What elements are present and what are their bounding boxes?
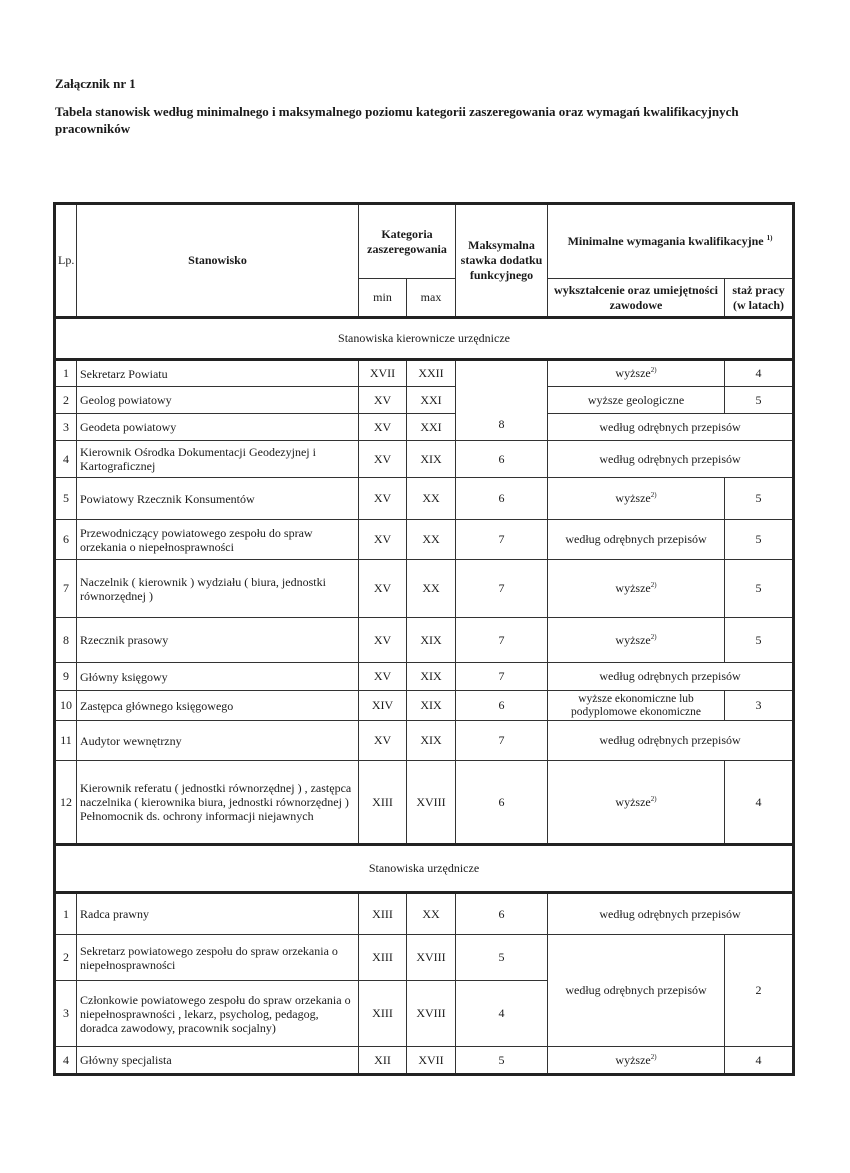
cell-min: XV <box>359 560 407 618</box>
cell-min: XV <box>359 721 407 761</box>
cell-experience: 5 <box>725 520 794 560</box>
header-min-requirements-note: 1) <box>766 234 773 242</box>
cell-position: Członkowie powiatowego zespołu do spraw orzekania o niepełnosprawności , lekarz, psycholog, pedagog, doradca zawodowy, pracownik socjalny) <box>77 981 359 1047</box>
cell-max: XXI <box>407 387 456 414</box>
table-row <box>55 761 794 845</box>
footnote-marker: 2) <box>650 366 657 374</box>
cell-max: XIX <box>407 663 456 691</box>
cell-position: Sekretarz Powiatu <box>77 360 359 387</box>
cell-lp: 8 <box>55 618 77 663</box>
cell-position: Główny specjalista <box>77 1047 359 1075</box>
cell-allowance: 7 <box>456 520 548 560</box>
cell-allowance: 7 <box>456 560 548 618</box>
table-row <box>55 1047 794 1075</box>
cell-experience: 5 <box>725 560 794 618</box>
cell-education <box>548 1047 725 1075</box>
cell-position: Naczelnik ( kierownik ) wydziału ( biura, jednostki równorzędnej ) <box>77 560 359 618</box>
table-row <box>55 360 794 387</box>
cell-experience: 5 <box>725 387 794 414</box>
cell-experience: 4 <box>725 1047 794 1075</box>
document-title: Tabela stanowisk według minimalnego i maksymalnego poziomu kategorii zaszeregowania oraz wymagań kwalifikacyjnych pracowników <box>55 104 739 136</box>
cell-education-text: wyższe <box>615 1052 651 1067</box>
header-experience: staż pracy (w latach) <box>725 279 794 318</box>
cell-education-text: wyższe <box>615 581 651 595</box>
cell-education: wyższe ekonomiczne lub podyplomowe ekonomiczne <box>548 691 725 721</box>
cell-position: Geodeta powiatowy <box>77 414 359 441</box>
cell-max: XIX <box>407 441 456 478</box>
footnote-marker: 2) <box>650 581 657 589</box>
table-row <box>55 441 794 478</box>
cell-min: XV <box>359 663 407 691</box>
cell-min: XVII <box>359 360 407 387</box>
cell-max: XIX <box>407 691 456 721</box>
cell-allowance: 5 <box>456 935 548 981</box>
header-lp: Lp. <box>55 204 77 318</box>
cell-experience: 2 <box>725 935 794 1047</box>
cell-max: XX <box>407 478 456 520</box>
cell-education-text: wyższe <box>615 491 651 505</box>
cell-education: według odrębnych przepisów <box>548 663 794 691</box>
cell-min: XV <box>359 441 407 478</box>
cell-min: XIII <box>359 893 407 935</box>
table-row <box>55 560 794 618</box>
cell-max: XX <box>407 520 456 560</box>
cell-education: według odrębnych przepisów <box>548 721 794 761</box>
header-max-allowance: Maksymalna stawka dodatku funkcyjnego <box>456 204 548 318</box>
cell-experience: 4 <box>725 761 794 845</box>
cell-lp: 11 <box>55 721 77 761</box>
cell-position: Radca prawny <box>77 893 359 935</box>
header-min-requirements-text: Minimalne wymagania kwalifikacyjne <box>567 234 764 248</box>
cell-min: XIV <box>359 691 407 721</box>
cell-min: XIII <box>359 935 407 981</box>
cell-education <box>548 360 725 387</box>
cell-min: XV <box>359 618 407 663</box>
cell-lp: 2 <box>55 935 77 981</box>
table-row <box>55 691 794 721</box>
cell-min: XV <box>359 387 407 414</box>
cell-position: Kierownik Ośrodka Dokumentacji Geodezyjnej i Kartograficznej <box>77 441 359 478</box>
header-category: Kategoria zaszeregowania <box>359 204 456 279</box>
cell-position: Kierownik referatu ( jednostki równorzędnej ) , zastępca naczelnika ( kierownika biura, jednostki równorzędnej ) Pełnomocnik ds. ochrony informacji niejawnych <box>77 761 359 845</box>
cell-lp: 10 <box>55 691 77 721</box>
cell-education: według odrębnych przepisów <box>548 414 794 441</box>
cell-experience: 3 <box>725 691 794 721</box>
table-row <box>55 935 794 981</box>
positions-table <box>53 202 795 1076</box>
section-title: Stanowiska kierownicze urzędnicze <box>55 318 794 360</box>
cell-education <box>548 560 725 618</box>
cell-max: XX <box>407 893 456 935</box>
cell-min: XV <box>359 520 407 560</box>
cell-lp: 4 <box>55 1047 77 1075</box>
cell-min: XV <box>359 478 407 520</box>
annex-label: Załącznik nr 1 <box>55 76 136 91</box>
cell-education: według odrębnych przepisów <box>548 893 794 935</box>
cell-education: wyższe geologiczne <box>548 387 725 414</box>
cell-education-text: wyższe <box>615 794 651 809</box>
cell-lp: 9 <box>55 663 77 691</box>
cell-position: Zastępca głównego księgowego <box>77 691 359 721</box>
header-min-requirements <box>548 204 794 279</box>
cell-education <box>548 761 725 845</box>
cell-experience: 4 <box>725 360 794 387</box>
header-max: max <box>407 279 456 318</box>
cell-education-text: wyższe <box>615 366 651 380</box>
cell-experience: 5 <box>725 478 794 520</box>
cell-position: Sekretarz powiatowego zespołu do spraw orzekania o niepełnosprawności <box>77 935 359 981</box>
cell-allowance: 6 <box>456 441 548 478</box>
cell-lp: 7 <box>55 560 77 618</box>
cell-allowance: 7 <box>456 663 548 691</box>
cell-max: XX <box>407 560 456 618</box>
cell-max: XVIII <box>407 761 456 845</box>
cell-lp: 6 <box>55 520 77 560</box>
cell-position: Geolog powiatowy <box>77 387 359 414</box>
cell-education-text: wyższe <box>615 632 651 647</box>
header-min: min <box>359 279 407 318</box>
header-education: wykształcenie oraz umiejętności zawodowe <box>548 279 725 318</box>
cell-education: według odrębnych przepisów <box>548 935 725 1047</box>
cell-lp: 3 <box>55 414 77 441</box>
cell-experience: 5 <box>725 618 794 663</box>
cell-min: XV <box>359 414 407 441</box>
footnote-marker: 2) <box>650 1052 657 1061</box>
cell-position: Główny księgowy <box>77 663 359 691</box>
table-row <box>55 663 794 691</box>
cell-lp: 1 <box>55 893 77 935</box>
cell-lp: 3 <box>55 981 77 1047</box>
cell-min: XIII <box>359 981 407 1047</box>
cell-position: Rzecznik prasowy <box>77 618 359 663</box>
footnote-marker: 2) <box>650 491 657 499</box>
section-title: Stanowiska urzędnicze <box>55 845 794 893</box>
cell-allowance: 6 <box>456 478 548 520</box>
cell-allowance: 7 <box>456 721 548 761</box>
cell-education: według odrębnych przepisów <box>548 520 725 560</box>
table-row <box>55 893 794 935</box>
cell-allowance: 8 <box>456 360 548 441</box>
cell-education <box>548 478 725 520</box>
table-row <box>55 478 794 520</box>
footnote-marker: 2) <box>650 632 657 641</box>
cell-max: XIX <box>407 618 456 663</box>
cell-max: XXII <box>407 360 456 387</box>
cell-max: XVIII <box>407 935 456 981</box>
cell-min: XII <box>359 1047 407 1075</box>
header-position: Stanowisko <box>77 204 359 318</box>
cell-max: XVIII <box>407 981 456 1047</box>
footnote-marker: 2) <box>650 794 657 803</box>
cell-allowance: 4 <box>456 981 548 1047</box>
cell-allowance: 6 <box>456 893 548 935</box>
cell-max: XVII <box>407 1047 456 1075</box>
table-row <box>55 414 794 441</box>
cell-education: według odrębnych przepisów <box>548 441 794 478</box>
cell-allowance: 6 <box>456 691 548 721</box>
cell-education <box>548 618 725 663</box>
cell-lp: 2 <box>55 387 77 414</box>
cell-lp: 12 <box>55 761 77 845</box>
cell-allowance: 6 <box>456 761 548 845</box>
cell-allowance: 5 <box>456 1047 548 1075</box>
cell-min: XIII <box>359 761 407 845</box>
cell-position: Audytor wewnętrzny <box>77 721 359 761</box>
cell-allowance: 7 <box>456 618 548 663</box>
table-row <box>55 618 794 663</box>
table-row <box>55 721 794 761</box>
cell-position: Powiatowy Rzecznik Konsumentów <box>77 478 359 520</box>
table-row <box>55 387 794 414</box>
cell-position: Przewodniczący powiatowego zespołu do spraw orzekania o niepełnosprawności <box>77 520 359 560</box>
cell-lp: 5 <box>55 478 77 520</box>
cell-lp: 1 <box>55 360 77 387</box>
cell-max: XIX <box>407 721 456 761</box>
table-row <box>55 520 794 560</box>
cell-lp: 4 <box>55 441 77 478</box>
cell-max: XXI <box>407 414 456 441</box>
